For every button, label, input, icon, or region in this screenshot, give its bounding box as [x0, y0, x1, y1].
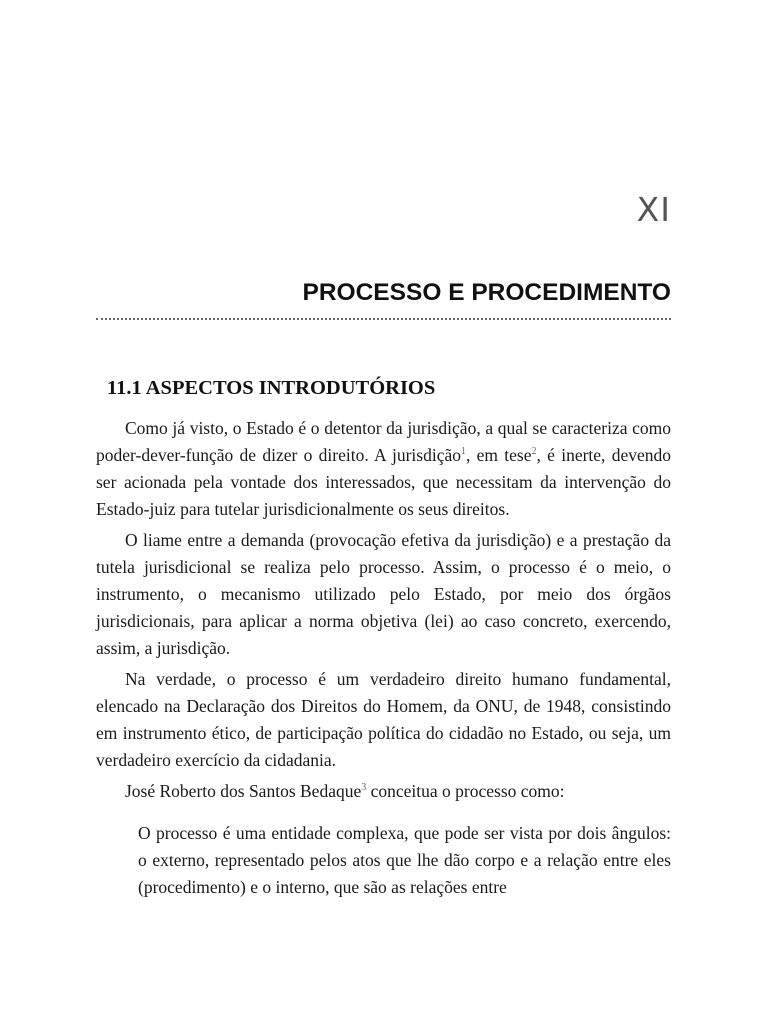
paragraph-2: O liame entre a demanda (provocação efetiva da jurisdição) e a prestação da tutela jurisdicional se realiza pelo processo. Assim, o processo é o meio, o instrumento, o mecanismo utilizado pelo Estado, por meio dos órgãos jurisdicionais, para aplicar a norma objetiva (lei) ao caso concreto, exercendo, assim, a jurisdição. — [96, 530, 671, 658]
paragraph-4 — [96, 778, 671, 805]
chapter-number: XI — [636, 190, 671, 229]
paragraph-1 — [96, 415, 671, 523]
paragraph-1-text-c: , é inerte, devendo ser acionada pela vontade dos interessados, que necessitam da intervenção do Estado-juiz para tutelar jurisdicionalmente os seus direitos. — [96, 445, 671, 519]
chapter-title: PROCESSO E PROCEDIMENTO — [302, 279, 671, 306]
section-heading: 11.1 ASPECTOS INTRODUTÓRIOS — [107, 377, 436, 399]
paragraph-4-text-b: conceitua o processo como: — [366, 781, 565, 801]
paragraph-4-text-a: José Roberto dos Santos Bedaque — [125, 781, 362, 801]
footnote-ref-3[interactable]: 3 — [361, 782, 367, 794]
book-page — [96, 0, 671, 1024]
paragraph-1-text-a: Como já visto, o Estado é o detentor da jurisdição, a qual se caracteriza como poder-dever-função de dizer o direito. A jurisdição — [96, 418, 671, 465]
block-quote: O processo é uma entidade complexa, que pode ser vista por dois ângulos: o externo, representado pelos atos que lhe dão corpo e a relação entre eles (procedimento) e o interno, que são as relações entre — [138, 823, 671, 897]
footnote-ref-2[interactable]: 2 — [531, 446, 537, 458]
paragraph-3: Na verdade, o processo é um verdadeiro direito humano fundamental, elencado na Declaração dos Direitos do Homem, da ONU, de 1948, consistindo em instrumento ético, de participação política do cidadão no Estado, ou seja, um verdadeiro exercício da cidadania. — [96, 669, 671, 770]
body-text — [96, 415, 671, 901]
paragraph-1-text-b: , em tese — [465, 445, 532, 465]
footnote-ref-1[interactable]: 1 — [460, 446, 466, 458]
dotted-divider — [96, 318, 671, 320]
